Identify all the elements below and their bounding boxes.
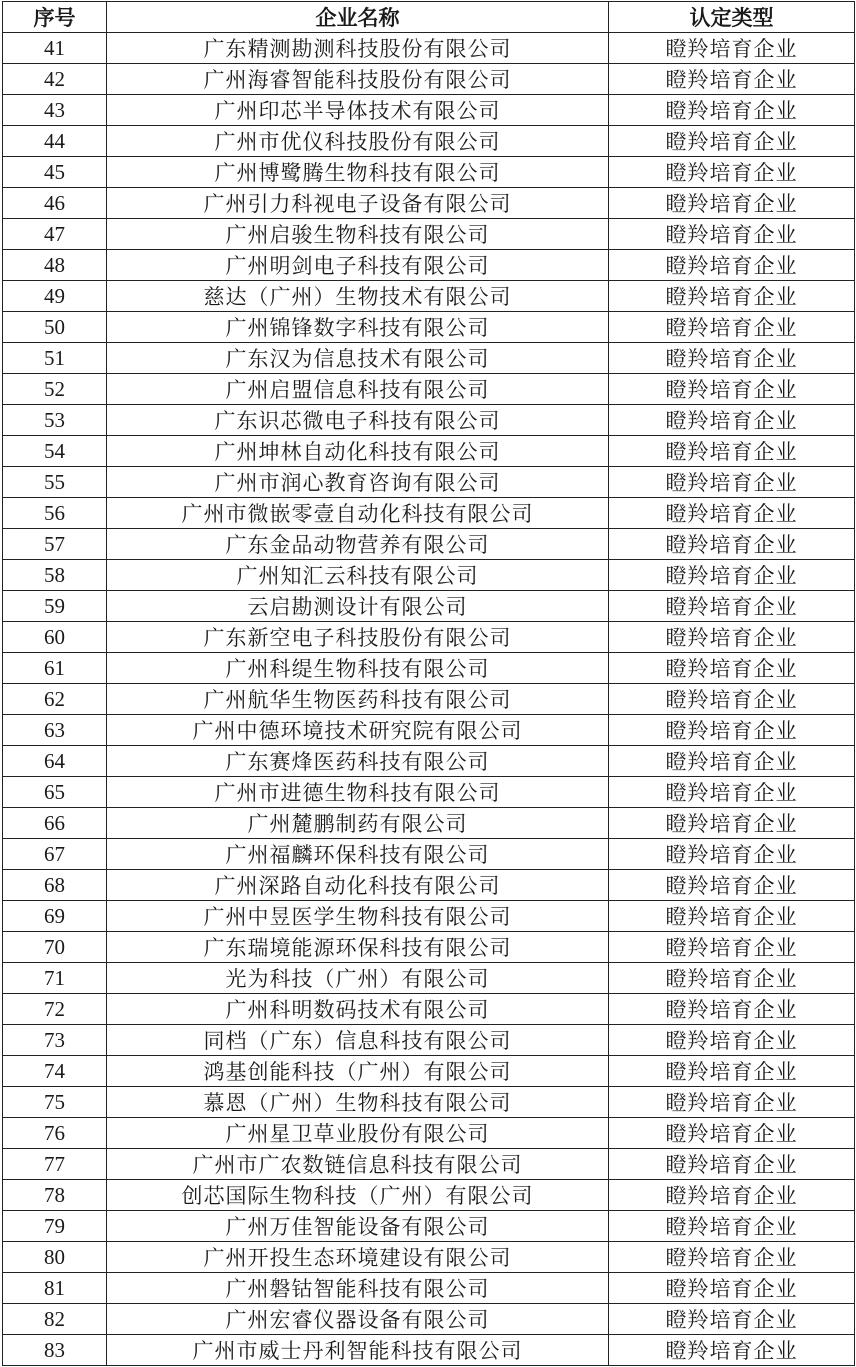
serial-number-cell: 74 bbox=[3, 1056, 107, 1087]
table-row bbox=[3, 529, 855, 560]
table-row bbox=[3, 64, 855, 95]
table-row bbox=[3, 1087, 855, 1118]
certification-type-cell: 瞪羚培育企业 bbox=[609, 1273, 855, 1304]
certification-type-cell: 瞪羚培育企业 bbox=[609, 157, 855, 188]
company-name-cell: 广州宏睿仪器设备有限公司 bbox=[107, 1304, 609, 1335]
header-company-name: 企业名称 bbox=[107, 2, 609, 33]
company-name-cell: 广州市威士丹利智能科技有限公司 bbox=[107, 1335, 609, 1366]
company-name-cell: 广东识芯微电子科技有限公司 bbox=[107, 405, 609, 436]
table-row bbox=[3, 1118, 855, 1149]
certification-type-cell: 瞪羚培育企业 bbox=[609, 1087, 855, 1118]
certification-type-cell: 瞪羚培育企业 bbox=[609, 901, 855, 932]
serial-number-cell: 49 bbox=[3, 281, 107, 312]
serial-number-cell: 77 bbox=[3, 1149, 107, 1180]
table-row bbox=[3, 312, 855, 343]
company-name-cell: 广州市广农数链信息科技有限公司 bbox=[107, 1149, 609, 1180]
company-name-cell: 广州开投生态环境建设有限公司 bbox=[107, 1242, 609, 1273]
certification-type-cell: 瞪羚培育企业 bbox=[609, 746, 855, 777]
certification-type-cell: 瞪羚培育企业 bbox=[609, 33, 855, 64]
certification-type-cell: 瞪羚培育企业 bbox=[609, 281, 855, 312]
certification-type-cell: 瞪羚培育企业 bbox=[609, 126, 855, 157]
serial-number-cell: 45 bbox=[3, 157, 107, 188]
table-row bbox=[3, 591, 855, 622]
certification-type-cell: 瞪羚培育企业 bbox=[609, 839, 855, 870]
company-name-cell: 广州福麟环保科技有限公司 bbox=[107, 839, 609, 870]
company-name-cell: 广州星卫草业股份有限公司 bbox=[107, 1118, 609, 1149]
header-row bbox=[3, 2, 855, 33]
serial-number-cell: 72 bbox=[3, 994, 107, 1025]
serial-number-cell: 57 bbox=[3, 529, 107, 560]
company-name-cell: 广州知汇云科技有限公司 bbox=[107, 560, 609, 591]
table-row bbox=[3, 653, 855, 684]
table-row bbox=[3, 95, 855, 126]
serial-number-cell: 71 bbox=[3, 963, 107, 994]
company-name-cell: 广州万佳智能设备有限公司 bbox=[107, 1211, 609, 1242]
table-row bbox=[3, 1304, 855, 1335]
serial-number-cell: 55 bbox=[3, 467, 107, 498]
table-row bbox=[3, 1180, 855, 1211]
serial-number-cell: 63 bbox=[3, 715, 107, 746]
certification-type-cell: 瞪羚培育企业 bbox=[609, 560, 855, 591]
serial-number-cell: 48 bbox=[3, 250, 107, 281]
company-name-cell: 广州磐钴智能科技有限公司 bbox=[107, 1273, 609, 1304]
certification-type-cell: 瞪羚培育企业 bbox=[609, 64, 855, 95]
certification-type-cell: 瞪羚培育企业 bbox=[609, 994, 855, 1025]
company-name-cell: 广州博鹭腾生物科技有限公司 bbox=[107, 157, 609, 188]
serial-number-cell: 47 bbox=[3, 219, 107, 250]
serial-number-cell: 58 bbox=[3, 560, 107, 591]
table-row bbox=[3, 715, 855, 746]
certification-type-cell: 瞪羚培育企业 bbox=[609, 653, 855, 684]
certification-type-cell: 瞪羚培育企业 bbox=[609, 1304, 855, 1335]
enterprise-table bbox=[2, 1, 855, 1366]
company-name-cell: 慕恩（广州）生物科技有限公司 bbox=[107, 1087, 609, 1118]
company-name-cell: 广州市润心教育咨询有限公司 bbox=[107, 467, 609, 498]
certification-type-cell: 瞪羚培育企业 bbox=[609, 250, 855, 281]
table-row bbox=[3, 188, 855, 219]
serial-number-cell: 59 bbox=[3, 591, 107, 622]
table-row bbox=[3, 808, 855, 839]
company-name-cell: 广东汉为信息技术有限公司 bbox=[107, 343, 609, 374]
table-row bbox=[3, 374, 855, 405]
serial-number-cell: 80 bbox=[3, 1242, 107, 1273]
company-name-cell: 广州锦锋数字科技有限公司 bbox=[107, 312, 609, 343]
table-row bbox=[3, 281, 855, 312]
company-name-cell: 慈达（广州）生物技术有限公司 bbox=[107, 281, 609, 312]
serial-number-cell: 73 bbox=[3, 1025, 107, 1056]
table-row bbox=[3, 467, 855, 498]
serial-number-cell: 83 bbox=[3, 1335, 107, 1366]
certification-type-cell: 瞪羚培育企业 bbox=[609, 870, 855, 901]
company-name-cell: 广州市优仪科技股份有限公司 bbox=[107, 126, 609, 157]
table-row bbox=[3, 219, 855, 250]
table-row bbox=[3, 746, 855, 777]
company-name-cell: 广东赛烽医药科技有限公司 bbox=[107, 746, 609, 777]
table-row bbox=[3, 250, 855, 281]
company-name-cell: 广州深路自动化科技有限公司 bbox=[107, 870, 609, 901]
certification-type-cell: 瞪羚培育企业 bbox=[609, 312, 855, 343]
header-certification-type: 认定类型 bbox=[609, 2, 855, 33]
serial-number-cell: 51 bbox=[3, 343, 107, 374]
serial-number-cell: 53 bbox=[3, 405, 107, 436]
serial-number-cell: 78 bbox=[3, 1180, 107, 1211]
table-header bbox=[3, 2, 855, 33]
certification-type-cell: 瞪羚培育企业 bbox=[609, 715, 855, 746]
table-row bbox=[3, 839, 855, 870]
table-row bbox=[3, 157, 855, 188]
company-name-cell: 云启勘测设计有限公司 bbox=[107, 591, 609, 622]
table-row bbox=[3, 932, 855, 963]
table-row bbox=[3, 870, 855, 901]
table-row bbox=[3, 405, 855, 436]
serial-number-cell: 67 bbox=[3, 839, 107, 870]
table-row bbox=[3, 994, 855, 1025]
certification-type-cell: 瞪羚培育企业 bbox=[609, 405, 855, 436]
company-name-cell: 广州启盟信息科技有限公司 bbox=[107, 374, 609, 405]
table-row bbox=[3, 963, 855, 994]
company-name-cell: 广州明剑电子科技有限公司 bbox=[107, 250, 609, 281]
table-row bbox=[3, 126, 855, 157]
certification-type-cell: 瞪羚培育企业 bbox=[609, 1118, 855, 1149]
table-row bbox=[3, 1335, 855, 1366]
table-row bbox=[3, 1273, 855, 1304]
serial-number-cell: 75 bbox=[3, 1087, 107, 1118]
certification-type-cell: 瞪羚培育企业 bbox=[609, 1180, 855, 1211]
serial-number-cell: 70 bbox=[3, 932, 107, 963]
serial-number-cell: 81 bbox=[3, 1273, 107, 1304]
certification-type-cell: 瞪羚培育企业 bbox=[609, 436, 855, 467]
certification-type-cell: 瞪羚培育企业 bbox=[609, 188, 855, 219]
serial-number-cell: 43 bbox=[3, 95, 107, 126]
certification-type-cell: 瞪羚培育企业 bbox=[609, 1242, 855, 1273]
table-row bbox=[3, 560, 855, 591]
table-row bbox=[3, 684, 855, 715]
company-name-cell: 广州科缇生物科技有限公司 bbox=[107, 653, 609, 684]
company-name-cell: 广州中德环境技术研究院有限公司 bbox=[107, 715, 609, 746]
table-row bbox=[3, 343, 855, 374]
company-name-cell: 创芯国际生物科技（广州）有限公司 bbox=[107, 1180, 609, 1211]
table-row bbox=[3, 1056, 855, 1087]
certification-type-cell: 瞪羚培育企业 bbox=[609, 95, 855, 126]
company-name-cell: 广州坤林自动化科技有限公司 bbox=[107, 436, 609, 467]
company-name-cell: 广州科明数码技术有限公司 bbox=[107, 994, 609, 1025]
certification-type-cell: 瞪羚培育企业 bbox=[609, 963, 855, 994]
serial-number-cell: 52 bbox=[3, 374, 107, 405]
table-row bbox=[3, 1242, 855, 1273]
company-name-cell: 广东新空电子科技股份有限公司 bbox=[107, 622, 609, 653]
serial-number-cell: 54 bbox=[3, 436, 107, 467]
serial-number-cell: 41 bbox=[3, 33, 107, 64]
company-name-cell: 广东精测勘测科技股份有限公司 bbox=[107, 33, 609, 64]
serial-number-cell: 69 bbox=[3, 901, 107, 932]
table-body bbox=[3, 33, 855, 1366]
company-name-cell: 广州麓鹏制药有限公司 bbox=[107, 808, 609, 839]
certification-type-cell: 瞪羚培育企业 bbox=[609, 1149, 855, 1180]
table-row bbox=[3, 901, 855, 932]
certification-type-cell: 瞪羚培育企业 bbox=[609, 343, 855, 374]
serial-number-cell: 56 bbox=[3, 498, 107, 529]
serial-number-cell: 82 bbox=[3, 1304, 107, 1335]
serial-number-cell: 62 bbox=[3, 684, 107, 715]
header-serial-number: 序号 bbox=[3, 2, 107, 33]
table-row bbox=[3, 436, 855, 467]
certification-type-cell: 瞪羚培育企业 bbox=[609, 1335, 855, 1366]
table-row bbox=[3, 1149, 855, 1180]
table-row bbox=[3, 498, 855, 529]
table-row bbox=[3, 33, 855, 64]
serial-number-cell: 44 bbox=[3, 126, 107, 157]
certification-type-cell: 瞪羚培育企业 bbox=[609, 467, 855, 498]
company-name-cell: 广州市微嵌零壹自动化科技有限公司 bbox=[107, 498, 609, 529]
table-row bbox=[3, 1025, 855, 1056]
certification-type-cell: 瞪羚培育企业 bbox=[609, 1056, 855, 1087]
serial-number-cell: 42 bbox=[3, 64, 107, 95]
company-name-cell: 广东瑞境能源环保科技有限公司 bbox=[107, 932, 609, 963]
company-name-cell: 广东金品动物营养有限公司 bbox=[107, 529, 609, 560]
serial-number-cell: 68 bbox=[3, 870, 107, 901]
certification-type-cell: 瞪羚培育企业 bbox=[609, 219, 855, 250]
certification-type-cell: 瞪羚培育企业 bbox=[609, 808, 855, 839]
company-name-cell: 光为科技（广州）有限公司 bbox=[107, 963, 609, 994]
company-name-cell: 广州海睿智能科技股份有限公司 bbox=[107, 64, 609, 95]
serial-number-cell: 46 bbox=[3, 188, 107, 219]
certification-type-cell: 瞪羚培育企业 bbox=[609, 498, 855, 529]
serial-number-cell: 60 bbox=[3, 622, 107, 653]
company-name-cell: 同档（广东）信息科技有限公司 bbox=[107, 1025, 609, 1056]
serial-number-cell: 66 bbox=[3, 808, 107, 839]
table-row bbox=[3, 1211, 855, 1242]
certification-type-cell: 瞪羚培育企业 bbox=[609, 529, 855, 560]
certification-type-cell: 瞪羚培育企业 bbox=[609, 932, 855, 963]
certification-type-cell: 瞪羚培育企业 bbox=[609, 684, 855, 715]
company-name-cell: 鸿基创能科技（广州）有限公司 bbox=[107, 1056, 609, 1087]
certification-type-cell: 瞪羚培育企业 bbox=[609, 374, 855, 405]
table-row bbox=[3, 622, 855, 653]
company-name-cell: 广州启骏生物科技有限公司 bbox=[107, 219, 609, 250]
certification-type-cell: 瞪羚培育企业 bbox=[609, 1025, 855, 1056]
serial-number-cell: 50 bbox=[3, 312, 107, 343]
certification-type-cell: 瞪羚培育企业 bbox=[609, 1211, 855, 1242]
table-row bbox=[3, 777, 855, 808]
company-name-cell: 广州航华生物医药科技有限公司 bbox=[107, 684, 609, 715]
certification-type-cell: 瞪羚培育企业 bbox=[609, 622, 855, 653]
company-name-cell: 广州引力科视电子设备有限公司 bbox=[107, 188, 609, 219]
company-name-cell: 广州中昱医学生物科技有限公司 bbox=[107, 901, 609, 932]
company-name-cell: 广州市进德生物科技有限公司 bbox=[107, 777, 609, 808]
serial-number-cell: 61 bbox=[3, 653, 107, 684]
certification-type-cell: 瞪羚培育企业 bbox=[609, 591, 855, 622]
certification-type-cell: 瞪羚培育企业 bbox=[609, 777, 855, 808]
company-name-cell: 广州印芯半导体技术有限公司 bbox=[107, 95, 609, 126]
serial-number-cell: 79 bbox=[3, 1211, 107, 1242]
serial-number-cell: 64 bbox=[3, 746, 107, 777]
serial-number-cell: 65 bbox=[3, 777, 107, 808]
serial-number-cell: 76 bbox=[3, 1118, 107, 1149]
